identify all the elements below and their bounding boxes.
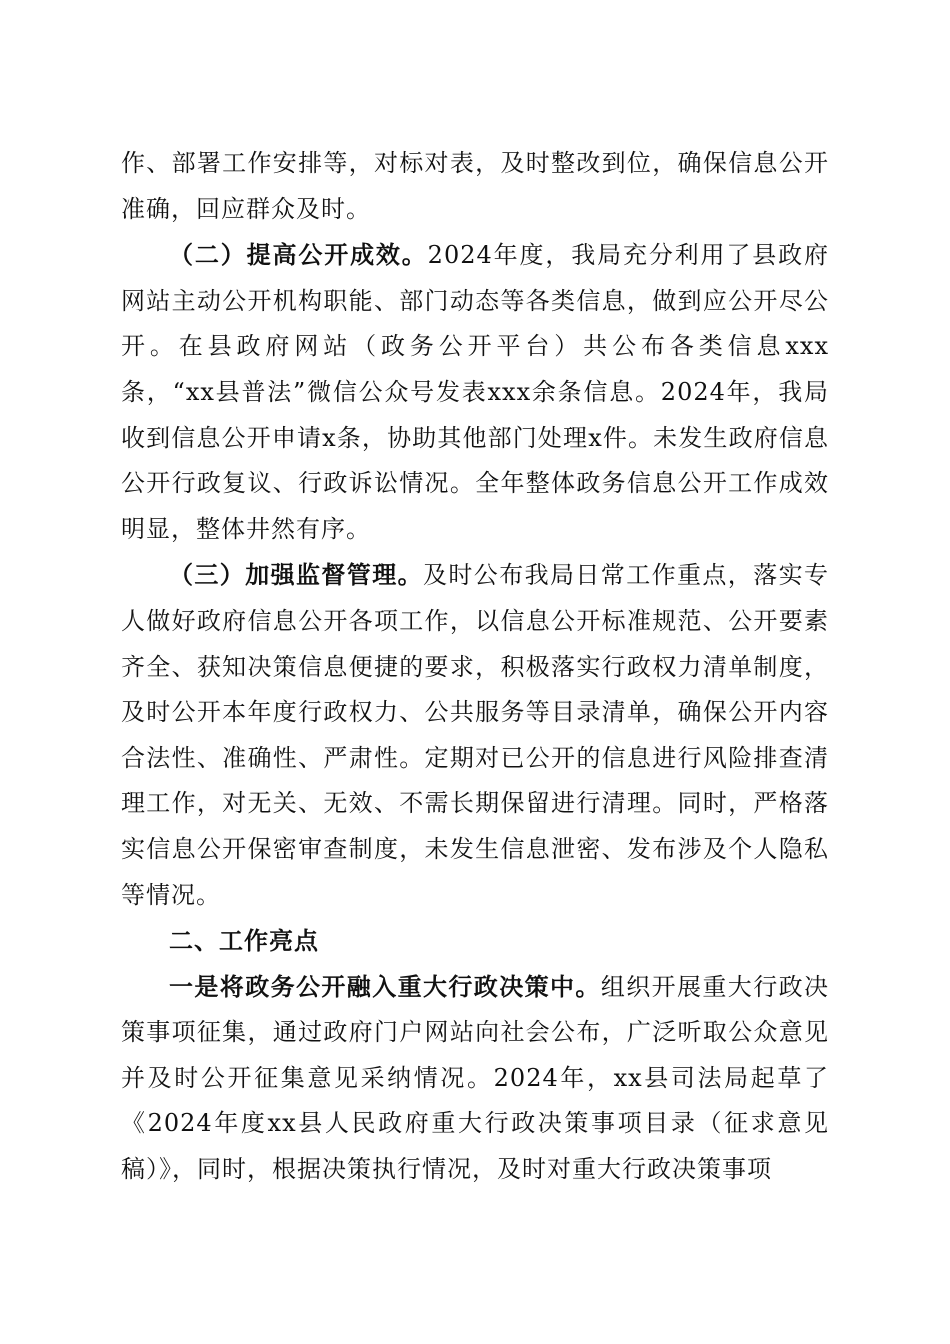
paragraph-improve-effect (121, 232, 829, 552)
paragraph-text: 2024年度，我局充分利用了县政府网站主动公开机构职能、部门动态等各类信息，做到应公开尽公开。在县政府网站（政务公开平台）共公布各类信息xxx条，“xx县普法”微信公众号发表xxx余条信息。2024年，我局收到信息公开申请x条，协助其他部门处理x件。未发生政府信息公开行政复议、行政诉讼情况。全年整体政务信息公开工作成效明显，整体井然有序。 (121, 241, 830, 543)
paragraph-text: 及时公布我局日常工作重点，落实专人做好政府信息公开各项工作，以信息公开标准规范、公开要素齐全、获知决策信息便捷的要求，积极落实行政权力清单制度，及时公开本年度行政权力、公共服务等目录清单，确保公开内容合法性、准确性、严肃性。定期对已公开的信息进行风险排查清理工作，对无关、无效、不需长期保留进行清理。同时，严格落实信息公开保密审查制度，未发生信息泄密、发布涉及个人隐私等情况。 (121, 561, 829, 909)
section-lead: （二）提高公开成效。 (169, 240, 428, 270)
paragraph-highlight-one (121, 964, 829, 1193)
section-lead: （三）加强监督管理。 (169, 560, 423, 590)
paragraph-strengthen-supervision (121, 552, 829, 918)
paragraph-text: 组织开展重大行政决策事项征集，通过政府门户网站向社会公布，广泛听取公众意见并及时公开征集意见采纳情况。2024年，xx县司法局起草了《2024年度xx县人民政府重大行政决策事项目录（征求意见稿）》，同时，根据决策执行情况，及时对重大行政决策事项 (121, 972, 830, 1184)
paragraph-text: 作、部署工作安排等，对标对表，及时整改到位，确保信息公开准确，回应群众及时。 (121, 149, 829, 223)
paragraph-continuation (121, 141, 829, 232)
document-body (121, 141, 829, 1193)
section-lead: 一是将政务公开融入重大行政决策中。 (169, 971, 601, 1001)
section-heading: 二、工作亮点 (169, 926, 319, 956)
